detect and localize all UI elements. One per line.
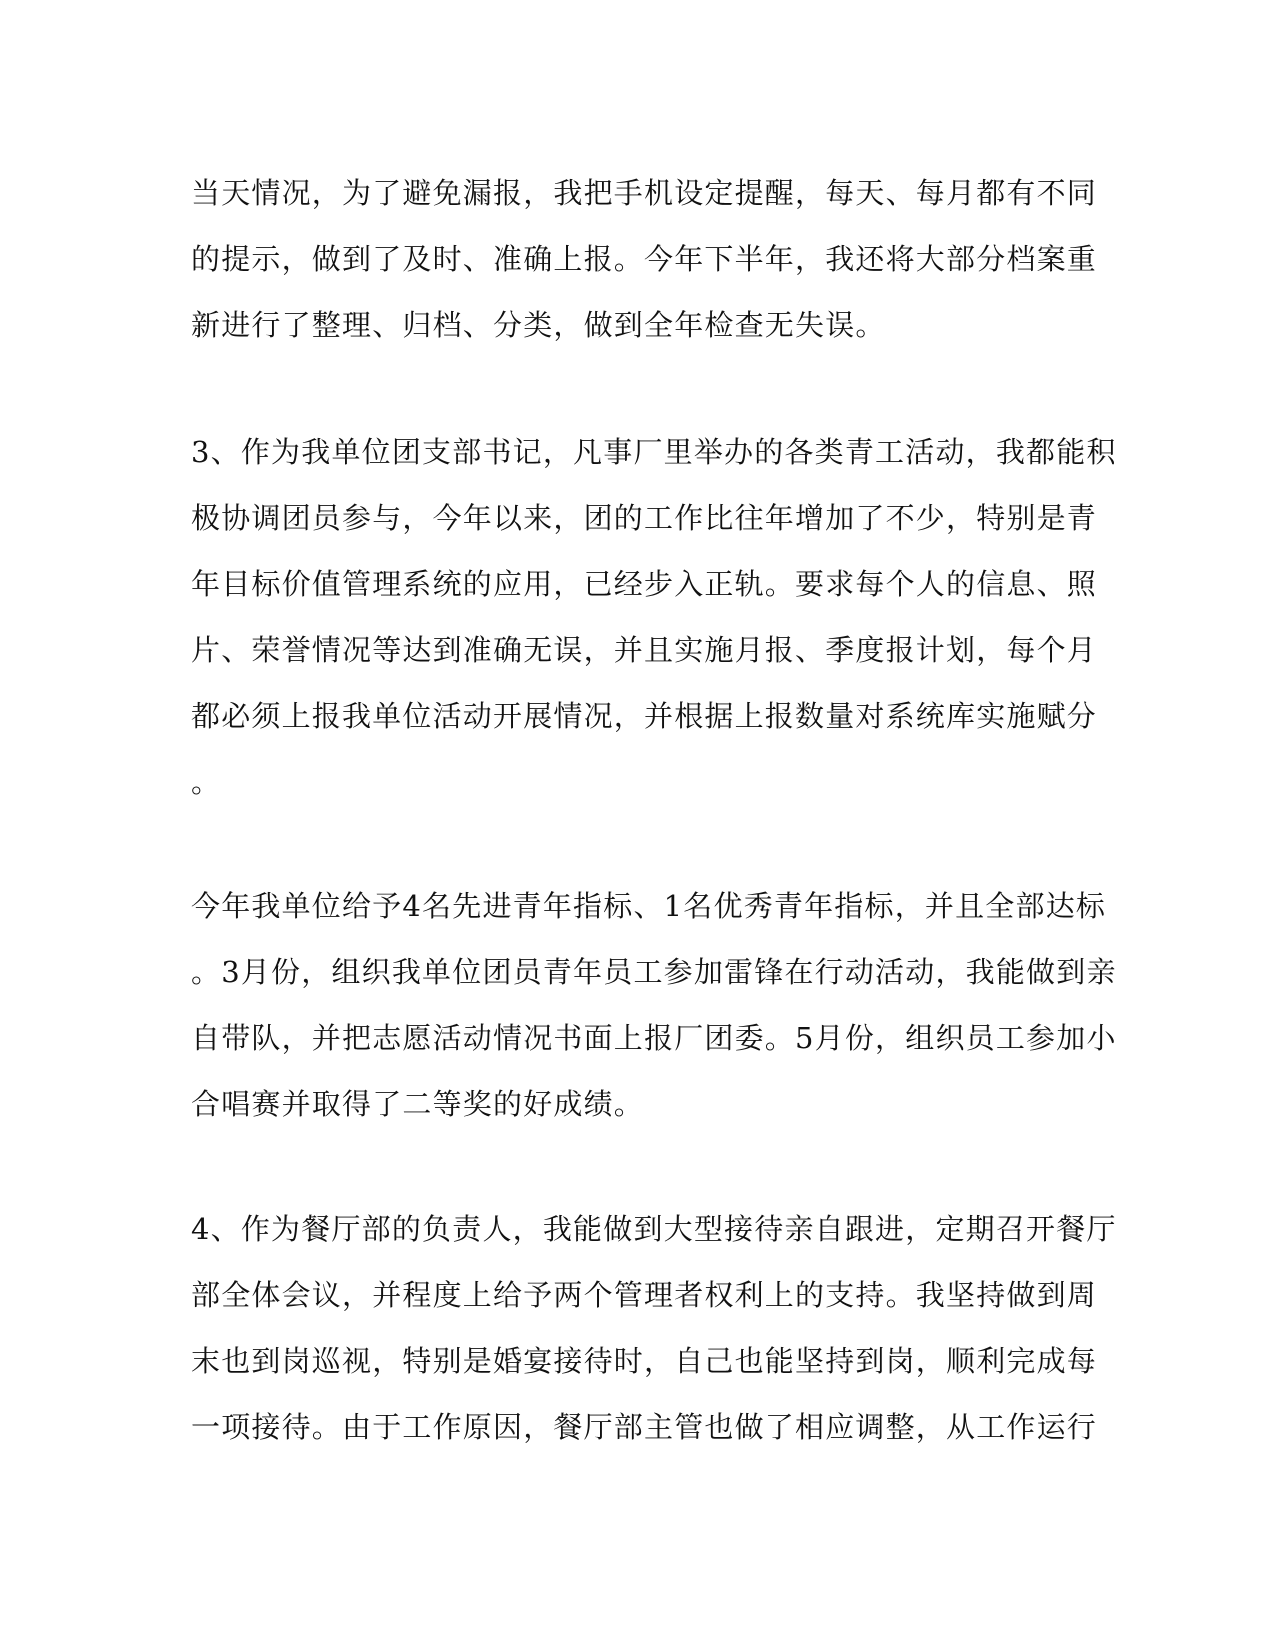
text-line: 极协调团员参与，今年以来，团的工作比往年增加了不少，特别是青 xyxy=(191,501,1098,535)
text-line: 。3月份，组织我单位团员青年员工参加雷锋在行动活动，我能做到亲 xyxy=(191,955,1117,989)
text-line: 片、荣誉情况等达到准确无误，并且实施月报、季度报计划，每个月 xyxy=(191,633,1098,667)
text-line: 3、作为我单位团支部书记，凡事厂里举办的各类青工活动，我都能积 xyxy=(191,435,1117,469)
text-line: 一项接待。由于工作原因，餐厅部主管也做了相应调整，从工作运行 xyxy=(191,1410,1098,1444)
text-line: 的提示，做到了及时、准确上报。今年下半年，我还将大部分档案重 xyxy=(191,242,1098,276)
text-line: 今年我单位给予4名先进青年指标、1名优秀青年指标，并且全部达标 xyxy=(191,889,1107,923)
text-line: 都必须上报我单位活动开展情况，并根据上报数量对系统库实施赋分 xyxy=(191,699,1098,733)
paragraph-2 xyxy=(191,419,1117,815)
text-line: 当天情况，为了避免漏报，我把手机设定提醒，每天、每月都有不同 xyxy=(191,176,1098,210)
text-line: 4、作为餐厅部的负责人，我能做到大型接待亲自跟进，定期召开餐厅 xyxy=(191,1212,1117,1246)
paragraph-3 xyxy=(191,873,1117,1137)
paragraph-4 xyxy=(191,1196,1117,1460)
text-line: 新进行了整理、归档、分类，做到全年检查无失误。 xyxy=(191,308,886,342)
text-line: 。 xyxy=(191,765,222,799)
text-line: 合唱赛并取得了二等奖的好成绩。 xyxy=(191,1087,645,1121)
text-line: 部全体会议，并程度上给予两个管理者权利上的支持。我坚持做到周 xyxy=(191,1278,1098,1312)
text-line: 自带队，并把志愿活动情况书面上报厂团委。5月份，组织员工参加小 xyxy=(191,1021,1117,1055)
text-line: 年目标价值管理系统的应用，已经步入正轨。要求每个人的信息、照 xyxy=(191,567,1098,601)
text-line: 末也到岗巡视，特别是婚宴接待时，自己也能坚持到岗，顺利完成每 xyxy=(191,1344,1098,1378)
paragraph-1 xyxy=(191,160,1098,358)
